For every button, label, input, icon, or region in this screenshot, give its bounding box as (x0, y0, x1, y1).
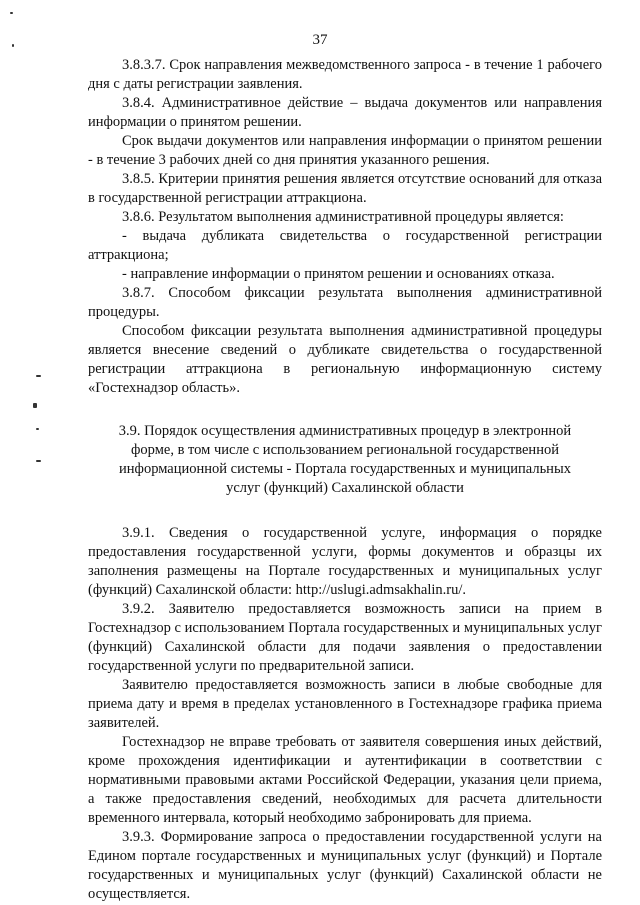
paragraph: 3.9.3. Формирование запроса о предоставлении государственной услуги на Едином портале государственных и муниципальных услуг (функций) и Портале государственных и муниципальных услуг (функций) Сахалинской области не осуществляется. (88, 829, 602, 902)
section-heading: 3.9. Порядок осуществления административных процедур в электронной форме, в том числе с использованием региональной государственной информационной системы - Портала государственных и муниципальных услуг (функций) Сахалинской области (118, 423, 572, 496)
list-item: - направление информации о принятом решении и основаниях отказа. (122, 266, 555, 282)
paragraph: 3.8.3.7. Срок направления межведомственного запроса - в течение 1 рабочего дня с даты регистрации заявления. (88, 57, 602, 92)
paragraph: 3.8.4. Административное действие – выдача документов или направления информации о принятом решении. (88, 95, 602, 130)
scan-speck (10, 12, 13, 14)
paragraph: Способом фиксации результата выполнения административной процедуры является внесение сведений о дубликате свидетельства о государственной регистрации аттракциона в региональную информационную систему «Гостехнадзор область». (88, 323, 602, 396)
document-body (88, 56, 602, 904)
paragraph: 3.8.5. Критерии принятия решения является отсутствие оснований для отказа в государственной регистрации аттракциона. (88, 171, 602, 206)
paragraph: Гостехнадзор не вправе требовать от заявителя совершения иных действий, кроме прохождения идентификации и аутентификации в соответствии с нормативными правовыми актами Российской Федерации, указания цели приема, а также предоставления сведений, необходимых для расчета длительности временного интервала, который необходимо забронировать для приема. (88, 734, 602, 826)
paragraph: 3.9.2. Заявителю предоставляется возможность записи на прием в Гостехнадзор с использованием Портала государственных и муниципальных услуг (функций) Сахалинской области для подачи заявления о предоставлении государственной услуги по предварительной записи. (88, 601, 602, 674)
scan-speck (36, 428, 39, 430)
paragraph: Заявителю предоставляется возможность записи в любые свободные для приема дату и время в пределах установленного в Гостехнадзоре графика приема заявителей. (88, 677, 602, 731)
paragraph: 3.9.1. Сведения о государственной услуге, информация о порядке предоставления государственной услуги, формы документов и образцы их заполнения размещены на Портале государственных и муниципальных услуг (функций) Сахалинской области: http://uslugi.admsakhalin.ru/. (88, 525, 602, 598)
list-item: - выдача дубликата свидетельства о государственной регистрации аттракциона; (88, 228, 602, 263)
section-heading-block (88, 422, 602, 498)
page-number: 37 (312, 32, 328, 48)
paragraph: Срок выдачи документов или направления информации о принятом решении - в течение 3 рабочих дней со дня принятия указанного решения. (88, 133, 602, 168)
scan-speck (36, 375, 41, 377)
paragraph: 3.8.6. Результатом выполнения административной процедуры является: (122, 209, 564, 225)
scan-speck (33, 403, 37, 408)
scan-speck (36, 460, 41, 462)
paragraph: 3.8.7. Способом фиксации результата выполнения административной процедуры. (88, 285, 602, 320)
